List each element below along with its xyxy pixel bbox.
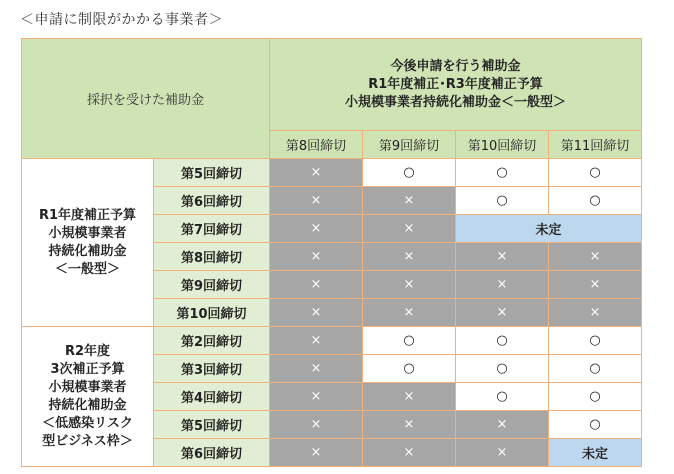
row-label: 第4回締切 [154, 383, 270, 411]
column-header: 第10回締切 [456, 131, 549, 159]
header-future-subsidy [270, 39, 642, 131]
header-row [22, 39, 642, 131]
row-label: 第10回締切 [154, 299, 270, 327]
status-cell: × [549, 271, 642, 299]
row-label: 第7回締切 [154, 215, 270, 243]
status-cell: ○ [456, 355, 549, 383]
header-future-line3: 小規模事業者持続化補助金＜一般型＞ [344, 94, 566, 110]
group-label-line: 持続化補助金 [48, 397, 127, 413]
row-label: 第5回締切 [154, 411, 270, 439]
status-cell: × [549, 243, 642, 271]
status-cell: ○ [363, 327, 456, 355]
row-label: 第3回締切 [154, 355, 270, 383]
status-cell: × [456, 411, 549, 439]
restriction-table [21, 38, 642, 467]
status-cell: × [270, 243, 363, 271]
status-cell: ○ [456, 187, 549, 215]
row-label: 第8回締切 [154, 243, 270, 271]
status-cell: ○ [549, 355, 642, 383]
status-cell: × [270, 299, 363, 327]
column-header: 第8回締切 [270, 131, 363, 159]
status-cell: ○ [549, 187, 642, 215]
status-cell: ○ [456, 383, 549, 411]
table-row [22, 327, 642, 355]
status-cell: × [270, 187, 363, 215]
status-cell: ○ [363, 159, 456, 187]
status-cell: ○ [456, 159, 549, 187]
status-cell: × [363, 215, 456, 243]
status-cell: × [270, 271, 363, 299]
column-header: 第9回締切 [363, 131, 456, 159]
group-label-line: 3次補正予算 [50, 361, 125, 377]
group-label-line: 型ビジネス枠＞ [42, 433, 133, 449]
group-label-line: 持続化補助金 [48, 243, 127, 259]
status-cell: ○ [549, 159, 642, 187]
undecided-cell: 未定 [549, 439, 642, 467]
status-cell: × [363, 383, 456, 411]
row-label: 第2回締切 [154, 327, 270, 355]
group-label-r1 [22, 159, 154, 327]
status-cell: ○ [549, 383, 642, 411]
status-cell: × [456, 299, 549, 327]
status-cell: × [270, 383, 363, 411]
undecided-cell: 未定 [456, 215, 642, 243]
status-cell: × [270, 355, 363, 383]
status-cell: ○ [363, 355, 456, 383]
status-cell: ○ [456, 327, 549, 355]
row-label: 第6回締切 [154, 439, 270, 467]
status-cell: × [363, 299, 456, 327]
group-label-line: 小規模事業者 [48, 379, 127, 395]
row-label: 第5回締切 [154, 159, 270, 187]
header-future-line1: 今後申請を行う補助金 [390, 58, 521, 74]
header-future-line2: R1年度補正･R3年度補正予算 [368, 76, 543, 92]
status-cell: ○ [549, 327, 642, 355]
status-cell: × [363, 271, 456, 299]
status-cell: × [270, 411, 363, 439]
status-cell: × [270, 327, 363, 355]
group-label-r2 [22, 327, 154, 467]
group-label-line: 小規模事業者 [48, 225, 127, 241]
group-label-line: ＜一般型＞ [54, 261, 120, 277]
header-adopted-subsidy: 採択を受けた補助金 [22, 39, 270, 159]
status-cell: × [456, 439, 549, 467]
status-cell: ○ [549, 411, 642, 439]
row-label: 第9回締切 [154, 271, 270, 299]
column-header: 第11回締切 [549, 131, 642, 159]
status-cell: × [363, 187, 456, 215]
status-cell: × [270, 215, 363, 243]
table-caption: ＜申請に制限がかかる事業者＞ [20, 12, 223, 28]
group-label-line: R1年度補正予算 [38, 207, 137, 223]
group-label-line: ＜低感染リスク [42, 415, 133, 431]
status-cell: × [549, 299, 642, 327]
status-cell: × [363, 243, 456, 271]
group-label-line: R2年度 [64, 343, 111, 359]
status-cell: × [456, 243, 549, 271]
status-cell: × [270, 439, 363, 467]
row-label: 第6回締切 [154, 187, 270, 215]
status-cell: × [363, 439, 456, 467]
table-row [22, 159, 642, 187]
status-cell: × [456, 271, 549, 299]
status-cell: × [363, 411, 456, 439]
status-cell: × [270, 159, 363, 187]
